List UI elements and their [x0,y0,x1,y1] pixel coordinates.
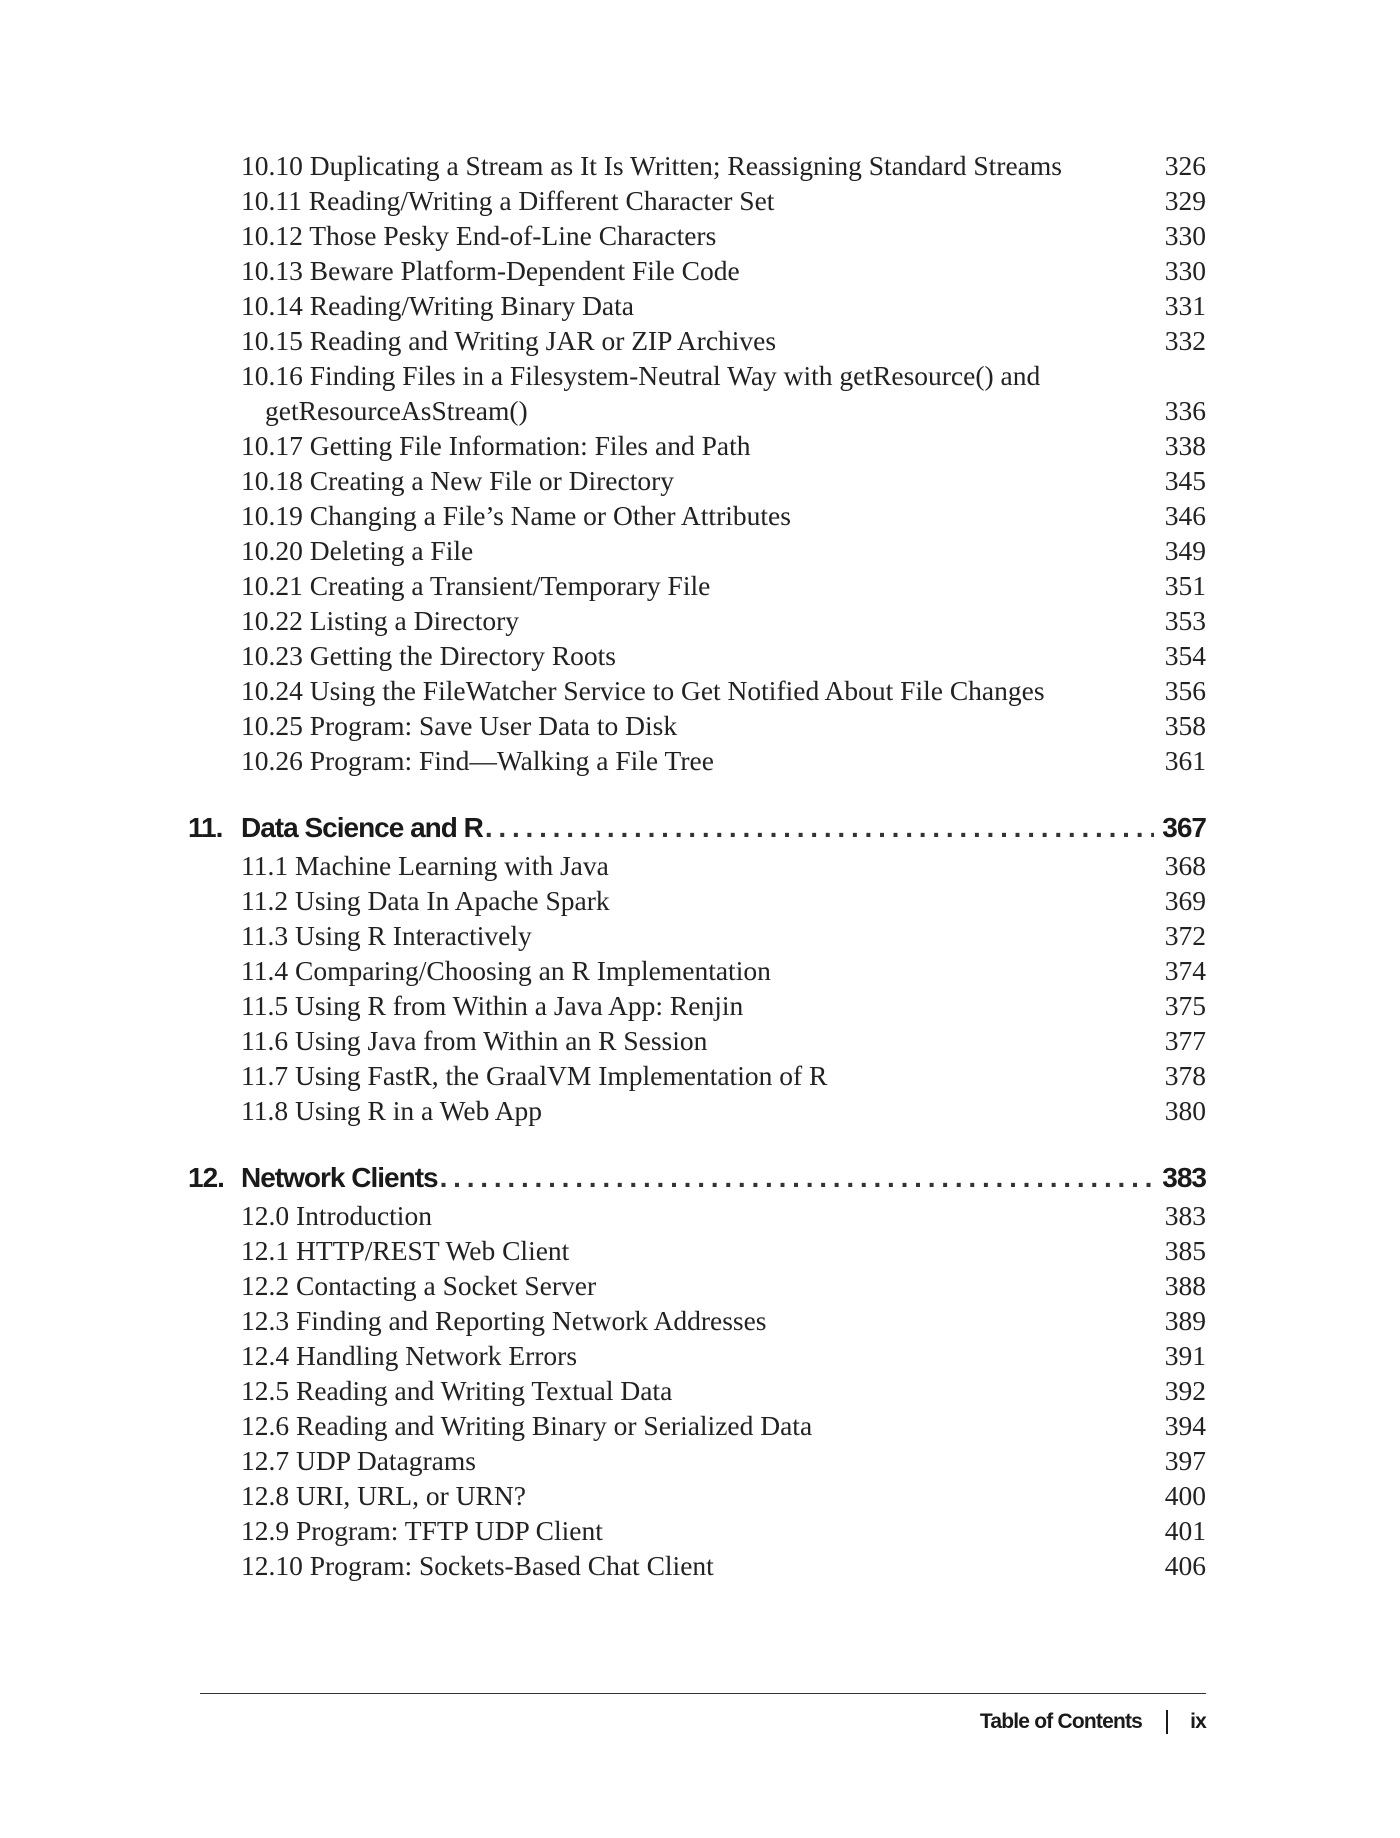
toc-entry[interactable] [241,568,1206,603]
entry-title: 11.6 Using Java from Within an R Session [241,1025,708,1056]
entry-title-line1: 10.16 Finding Files in a Filesystem-Neutral Way with getResource() and [241,360,1041,391]
entry-page: 349 [1164,535,1206,566]
toc-entry[interactable] [241,743,1206,778]
toc-entry[interactable] [241,253,1206,288]
entry-title: 12.0 Introduction [241,1200,432,1231]
entry-page: 377 [1164,1025,1206,1056]
entry-page: 385 [1164,1235,1206,1266]
entry-page: 330 [1164,220,1206,251]
entry-page: 388 [1164,1270,1206,1301]
entry-title: 11.4 Comparing/Choosing an R Implementation [241,955,771,986]
chapter-heading[interactable] [188,1158,1206,1198]
entry-title: 10.12 Those Pesky End-of-Line Characters [241,220,717,251]
toc-entry[interactable] [241,638,1206,673]
toc-entry[interactable] [241,1023,1206,1058]
entry-page: 392 [1164,1375,1206,1406]
toc-entry[interactable] [241,1338,1206,1373]
toc-entry[interactable] [241,1443,1206,1478]
toc-entry[interactable] [241,218,1206,253]
toc-entry[interactable] [241,1268,1206,1303]
entry-title: 12.6 Reading and Writing Binary or Serialized Data [241,1410,813,1441]
toc-entry[interactable] [241,148,1206,183]
entry-title: 10.17 Getting File Information: Files and Path [241,430,751,461]
entry-title: 12.4 Handling Network Errors [241,1340,578,1371]
toc-entry[interactable] [241,1548,1206,1583]
entry-title: 12.7 UDP Datagrams [241,1445,476,1476]
entry-page: 354 [1164,640,1206,671]
entry-page: 361 [1164,745,1206,776]
entry-title: 10.11 Reading/Writing a Different Character Set [241,185,775,216]
entry-page: 380 [1164,1095,1206,1126]
entry-title: 10.20 Deleting a File [241,535,474,566]
toc-entry[interactable] [241,428,1206,463]
entry-title: 12.3 Finding and Reporting Network Addresses [241,1305,767,1336]
entry-title: 10.14 Reading/Writing Binary Data [241,290,634,321]
entry-page: 356 [1164,675,1206,706]
chapter-heading[interactable] [188,808,1206,848]
footer-page-number: ix [1190,1710,1206,1733]
entry-title: 11.8 Using R in a Web App [241,1095,543,1126]
toc-entry[interactable] [241,1233,1206,1268]
toc-entry[interactable] [241,953,1206,988]
entry-page: 332 [1164,325,1206,356]
toc-entry[interactable] [241,463,1206,498]
toc-entry[interactable] [241,1058,1206,1093]
entry-page: 345 [1164,465,1206,496]
toc-entry[interactable] [241,288,1206,323]
toc-entry[interactable] [241,1198,1206,1233]
entry-title: 10.18 Creating a New File or Directory [241,465,675,496]
entry-page: 374 [1164,955,1206,986]
entry-title: 10.22 Listing a Directory [241,605,519,636]
entry-title: 11.3 Using R Interactively [241,920,532,951]
entry-page: 369 [1164,885,1206,916]
entry-title: 12.2 Contacting a Socket Server [241,1270,597,1301]
entry-page: 338 [1164,430,1206,461]
entry-title: 10.26 Program: Find—Walking a File Tree [241,745,714,776]
toc-entry[interactable] [241,1513,1206,1548]
entry-page: 406 [1164,1550,1206,1581]
toc-entry[interactable] [241,1093,1206,1128]
entry-title: 11.7 Using FastR, the GraalVM Implementation of R [241,1060,828,1091]
entry-page: 326 [1164,150,1206,181]
entry-title: 10.13 Beware Platform-Dependent File Code [241,255,740,286]
chapter-title: Data Science and R [241,812,483,843]
entry-title: 12.8 URI, URL, or URN? [241,1480,526,1511]
entry-page: 351 [1164,570,1206,601]
chapter-title: Network Clients [241,1162,438,1193]
entry-page: 372 [1164,920,1206,951]
toc-entry[interactable] [241,358,1206,428]
toc-entry[interactable] [241,183,1206,218]
entry-title: 12.9 Program: TFTP UDP Client [241,1515,603,1546]
entry-title: 10.23 Getting the Directory Roots [241,640,617,671]
page-footer [980,1702,1206,1742]
entry-title: 10.25 Program: Save User Data to Disk [241,710,678,741]
toc-entry[interactable] [241,1408,1206,1443]
toc-entry[interactable] [241,498,1206,533]
entry-title: 12.5 Reading and Writing Textual Data [241,1375,673,1406]
entry-page: 353 [1164,605,1206,636]
dot-leader [485,808,1154,848]
footer-section-title: Table of Contents [979,1710,1143,1733]
footer-separator [1166,1710,1168,1734]
toc-entry[interactable] [241,533,1206,568]
entry-page: 331 [1164,290,1206,321]
toc-entry[interactable] [241,323,1206,358]
entry-title: 12.1 HTTP/REST Web Client [241,1235,570,1266]
entry-page: 375 [1164,990,1206,1021]
toc-entry[interactable] [241,918,1206,953]
footer-divider [200,1693,1206,1694]
chapter-number: 12. [188,1162,224,1193]
entry-title: 10.19 Changing a File’s Name or Other Attributes [241,500,791,531]
entry-title [241,358,1121,428]
entry-page: 389 [1164,1305,1206,1336]
toc-entry[interactable] [241,1303,1206,1338]
chapter-number: 11. [188,812,223,843]
toc-entry[interactable] [241,848,1206,883]
entry-page: 329 [1164,185,1206,216]
entry-title-line2: getResourceAsStream() [265,395,528,426]
entry-page: 346 [1164,500,1206,531]
entry-title: 10.15 Reading and Writing JAR or ZIP Archives [241,325,777,356]
entry-page: 400 [1164,1480,1206,1511]
entry-title: 10.24 Using the FileWatcher Service to Get Notified About File Changes [241,675,1045,706]
entry-page: 397 [1164,1445,1206,1476]
toc-entry[interactable] [241,1478,1206,1513]
entry-title: 10.21 Creating a Transient/Temporary File [241,570,711,601]
entry-title: 11.5 Using R from Within a Java App: Renjin [241,990,744,1021]
entry-page: 394 [1164,1410,1206,1441]
entry-page: 336 [1164,395,1206,426]
toc-entry[interactable] [241,1373,1206,1408]
entry-page: 330 [1164,255,1206,286]
entry-page: 368 [1164,850,1206,881]
toc-entry[interactable] [241,883,1206,918]
chapter-page: 383 [1162,1162,1206,1193]
entry-title: 10.10 Duplicating a Stream as It Is Written; Reassigning Standard Streams [241,150,1062,181]
entry-page: 401 [1164,1515,1206,1546]
dot-leader [440,1158,1155,1198]
toc-entry[interactable] [241,708,1206,743]
toc-entry[interactable] [241,988,1206,1023]
entry-title: 11.2 Using Data In Apache Spark [241,885,610,916]
entry-page: 378 [1164,1060,1206,1091]
entry-page: 391 [1164,1340,1206,1371]
entry-title: 12.10 Program: Sockets-Based Chat Client [241,1550,714,1581]
toc-entry[interactable] [241,603,1206,638]
entry-page: 383 [1164,1200,1206,1231]
toc-entry[interactable] [241,673,1206,708]
entry-page: 358 [1164,710,1206,741]
entry-title: 11.1 Machine Learning with Java [241,850,609,881]
chapter-page: 367 [1162,812,1206,843]
